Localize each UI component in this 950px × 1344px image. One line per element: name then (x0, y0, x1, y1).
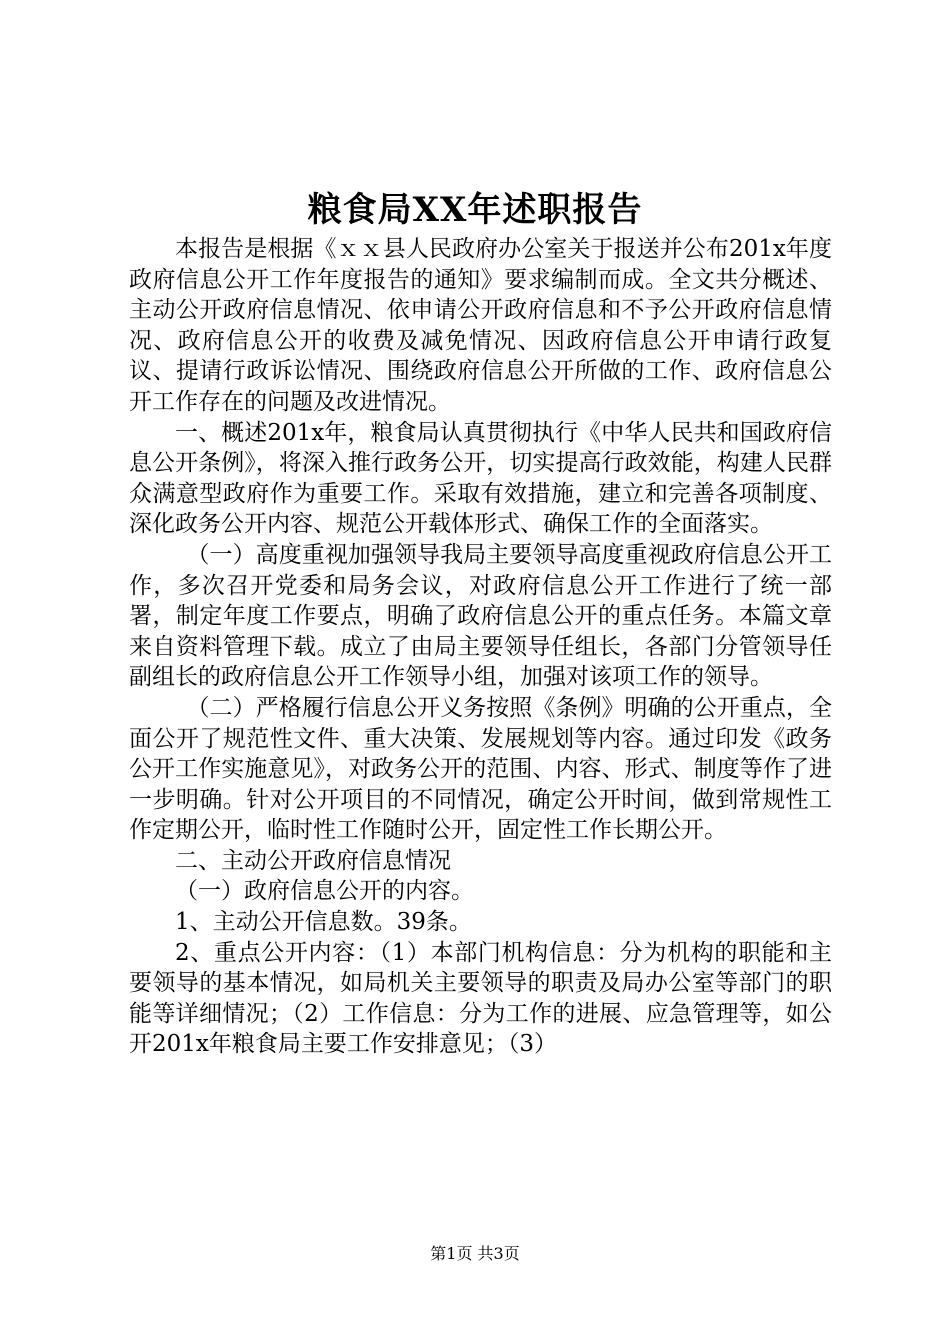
page-footer: 第1页 共3页 (430, 1244, 520, 1263)
list-item-info-count: 1、主动公开信息数。39条。 (175, 909, 472, 936)
subsection-heading-content: （一）政府信息公开的内容。 (175, 878, 474, 905)
section-heading-active-disclosure: 二、主动公开政府信息情况 (175, 847, 451, 874)
paragraph-overview: 一、概述201x年，粮食局认真贯彻执行《中华人民共和国政府信息公开条例》，将深入推行政务公开，切实提高行政效能，构建人民群众满意型政府作为重要工作。采取有效措施，建立和完善各项制度、深化政务公开内容、规范公开载体形式、确保工作的全面落实。 (129, 419, 832, 538)
page-title: 粮食局XX年述职报告 (307, 190, 643, 230)
document-body (129, 234, 832, 1060)
paragraph-intro: 本报告是根据《ｘｘ县人民政府办公室关于报送并公布201x年度政府信息公开工作年度报告的通知》要求编制而成。全文共分概述、主动公开政府信息情况、依申请公开政府信息和不予公开政府信息情况、政府信息公开的收费及减免情况、因政府信息公开申请行政复议、提请行政诉讼情况、围绕政府信息公开所做的工作、政府信息公开工作存在的问题及改进情况。 (129, 236, 832, 415)
paragraph-leadership: （一）高度重视加强领导我局主要领导高度重视政府信息公开工作，多次召开党委和局务会议，对政府信息公开工作进行了统一部署，制定年度工作要点，明确了政府信息公开的重点任务。本篇文章来自资料管理下载。成立了由局主要领导任组长，各部门分管领导任副组长的政府信息公开工作领导小组，加强对该项工作的领导。 (129, 541, 832, 691)
list-item-key-content: 2、重点公开内容：（1）本部门机构信息：分为机构的职能和主要领导的基本情况，如局机关主要领导的职责及局办公室等部门的职能等详细情况；（2）工作信息：分为工作的进展、应急管理等，如公开201x年粮食局主要工作安排意见；（3） (129, 939, 832, 1058)
paragraph-obligations: （二）严格履行信息公开义务按照《条例》明确的公开重点，全面公开了规范性文件、重大决策、发展规划等内容。通过印发《政务公开工作实施意见》，对政务公开的范围、内容、形式、制度等作了进一步明确。针对公开项目的不同情况，确定公开时间，做到常规性工作定期公开，临时性工作随时公开，固定性工作长期公开。 (129, 694, 832, 844)
